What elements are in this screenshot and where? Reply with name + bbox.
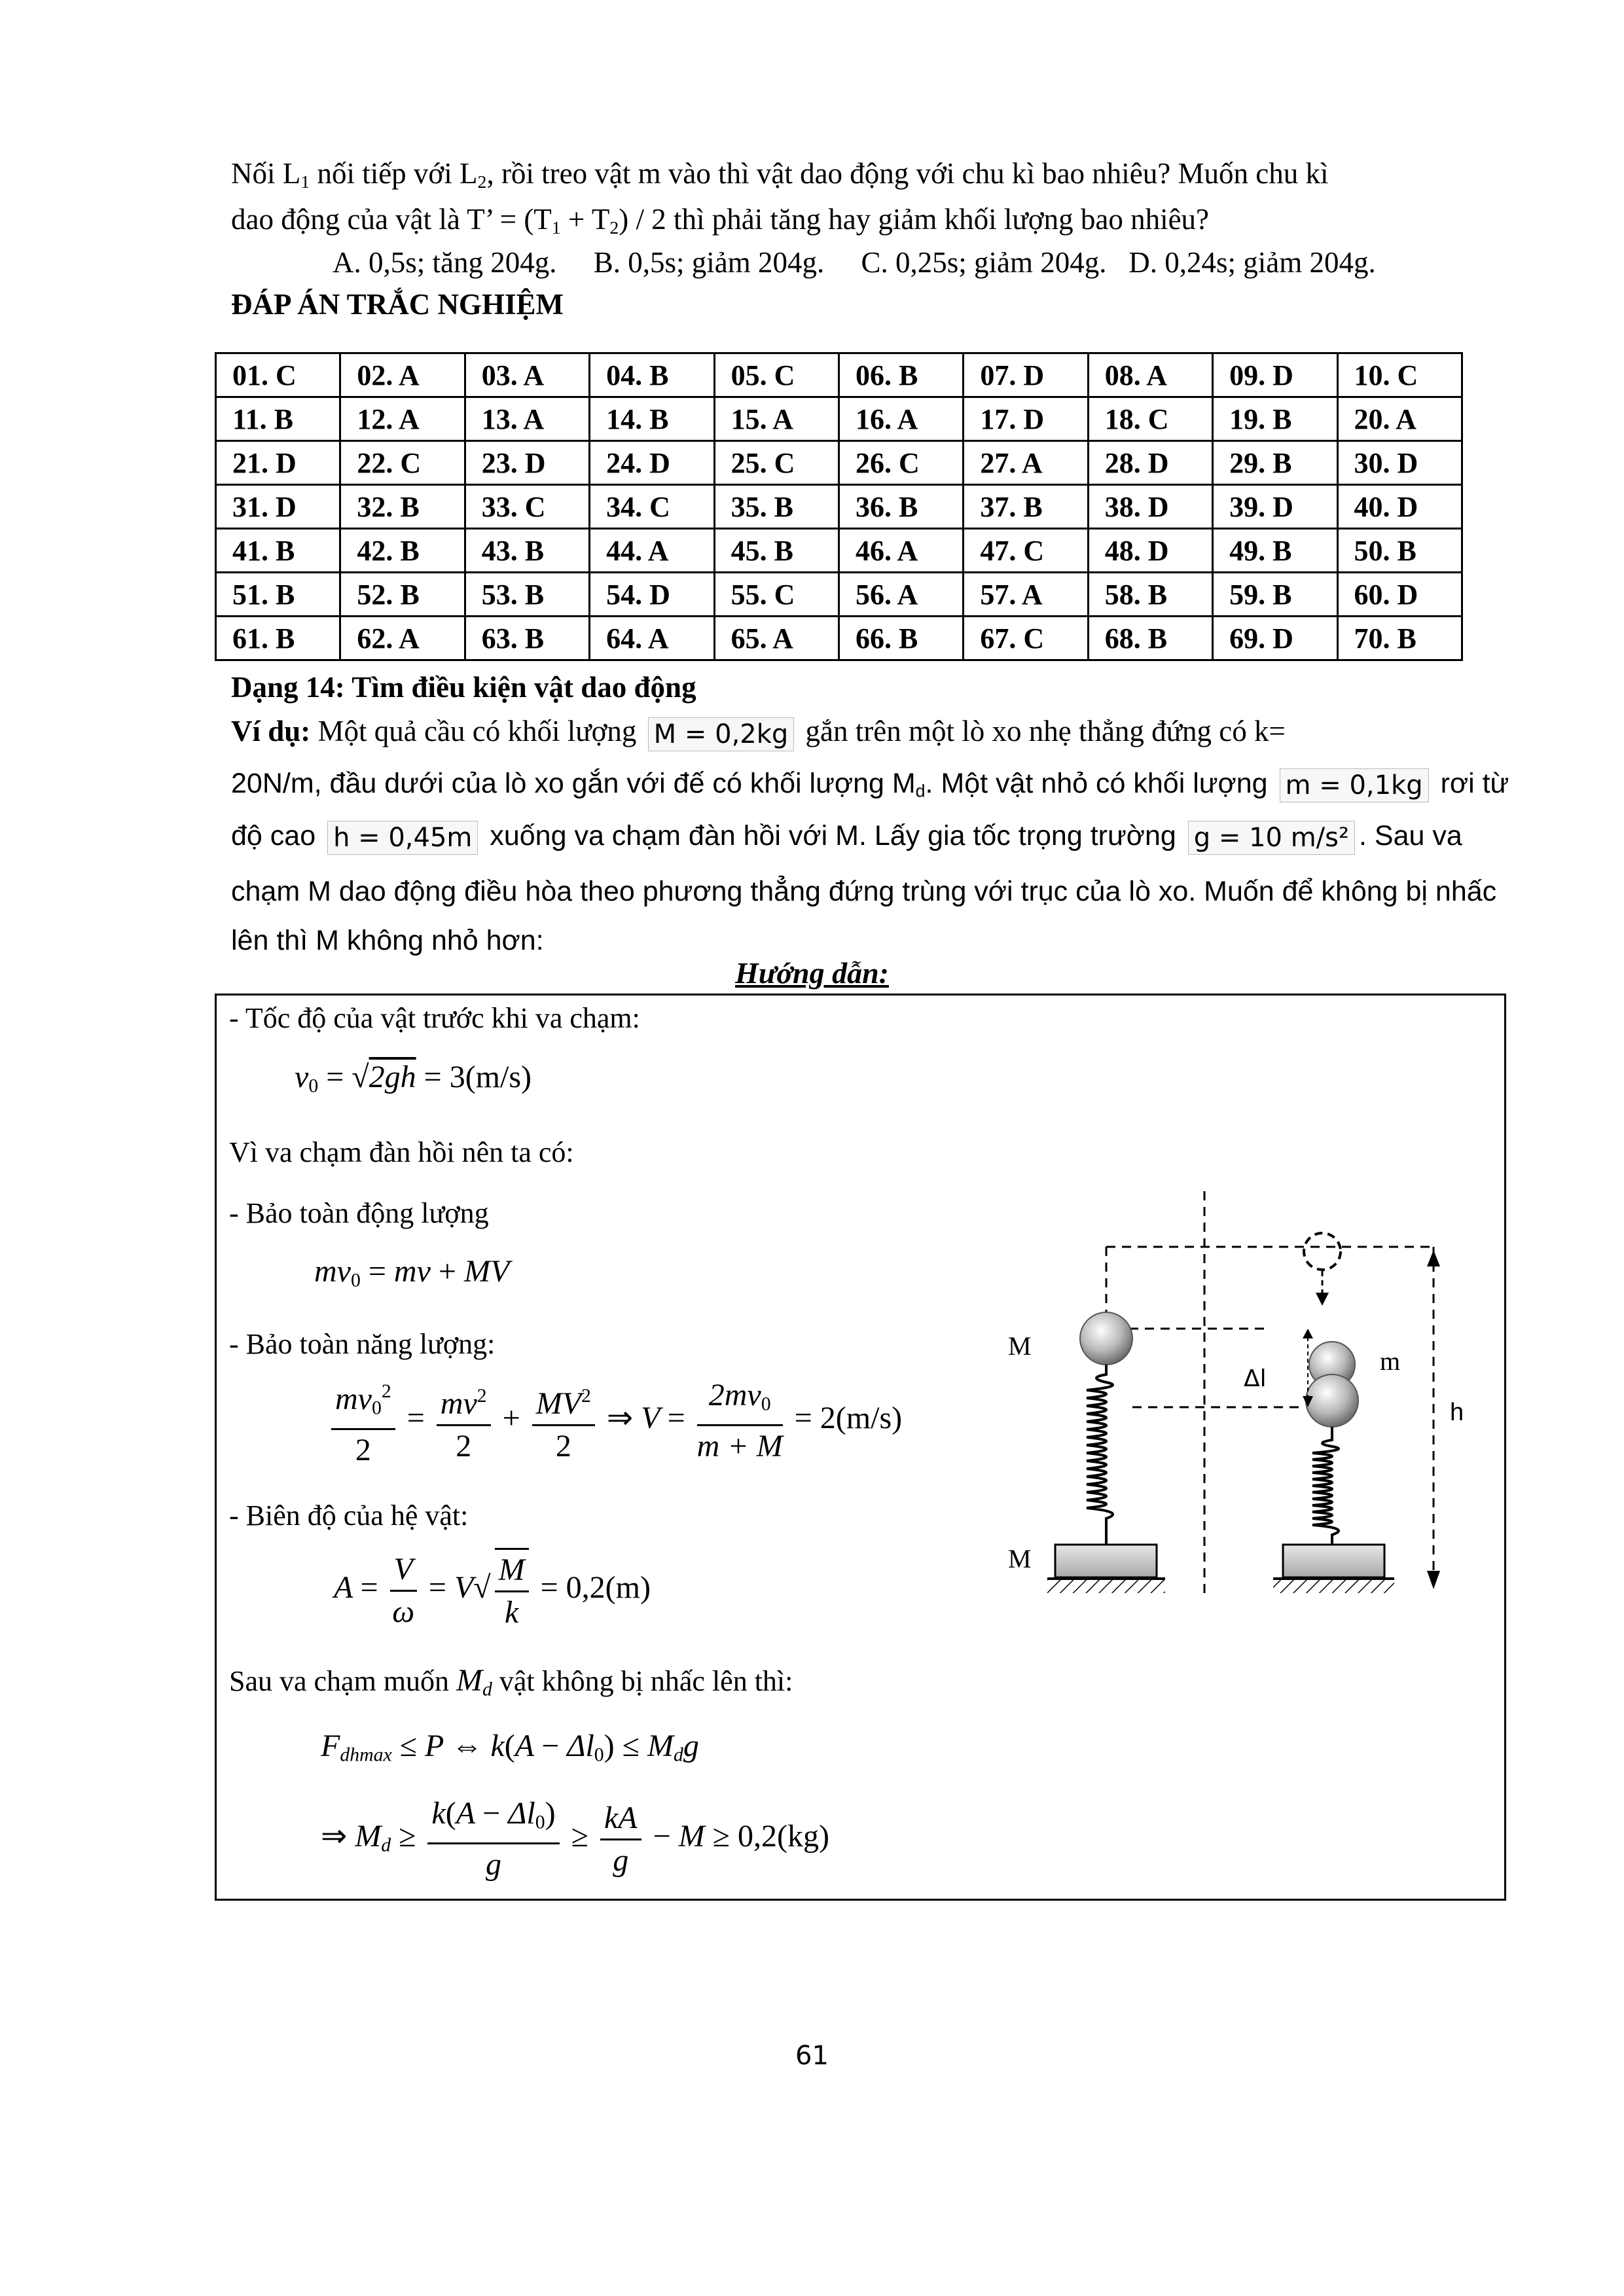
answer-row xyxy=(216,529,1462,573)
height-value: h = 0,45m xyxy=(327,821,478,855)
answer-cell: 70. B xyxy=(1337,617,1462,660)
spring-collision-figure xyxy=(995,1178,1492,1636)
answer-cell: 34. C xyxy=(590,485,714,529)
answer-cell: 28. D xyxy=(1088,441,1212,485)
answer-cell: 12. A xyxy=(340,397,465,441)
label-M-top: M xyxy=(1008,1331,1032,1361)
answer-cell: 62. A xyxy=(340,617,465,660)
eq-condition: $F_{dhmax} \le P$ ⇔ $k(A - \Delta l_0) \le M_dg$ xyxy=(321,1729,699,1766)
guide-line-energy: - Bảo toàn năng lượng: xyxy=(229,1328,496,1360)
answer-cell: 59. B xyxy=(1213,573,1337,617)
answer-cell: 15. A xyxy=(714,397,839,441)
guide-line-speed: - Tốc độ của vật trước khi va chạm: xyxy=(229,1002,640,1034)
answer-cell: 18. C xyxy=(1088,397,1212,441)
answer-cell: 04. B xyxy=(590,353,714,397)
answer-cell: 36. B xyxy=(839,485,963,529)
guide-title: Hướng dẫn: xyxy=(734,956,889,990)
answer-cell: 14. B xyxy=(590,397,714,441)
answer-cell: 33. C xyxy=(465,485,589,529)
answer-cell: 43. B xyxy=(465,529,589,573)
guide-line-condition: Sau va chạm muốn $M_d$ vật không bị nhấc lên thì: xyxy=(229,1663,793,1700)
guide-line-amplitude: - Biên độ của hệ vật: xyxy=(229,1499,469,1532)
example-line-2: 20N/m, đầu dưới của lò xo gắn với đế có khối lượng $M_d$. Một vật nhỏ có khối lượng m = 0,1kg rơi từ xyxy=(231,768,1509,801)
answer-cell: 44. A xyxy=(590,529,714,573)
label-delta-l: Δl xyxy=(1244,1365,1267,1392)
question-line-1: Nối $L_1$ nối tiếp với $L_2$, rồi treo vật m vào thì vật dao động với chu kì bao nhiêu? Muốn chu kì xyxy=(231,157,1329,192)
answer-cell: 65. A xyxy=(714,617,839,660)
answer-cell: 54. D xyxy=(590,573,714,617)
answer-cell: 53. B xyxy=(465,573,589,617)
answer-cell: 23. D xyxy=(465,441,589,485)
eq-momentum: $mv_0$ = mv + MV xyxy=(314,1254,510,1291)
answer-cell: 29. B xyxy=(1213,441,1337,485)
answer-cell: 52. B xyxy=(340,573,465,617)
question-line-2: dao động của vật là T’ = $(T_1 + T_2) / 2$ thì phải tăng hay giảm khối lượng bao nhiêu? xyxy=(231,203,1210,238)
answer-cell: 19. B xyxy=(1213,397,1337,441)
mass-M-value: M = 0,2kg xyxy=(648,717,795,751)
answer-cell: 63. B xyxy=(465,617,589,660)
answer-cell: 02. A xyxy=(340,353,465,397)
spring-right xyxy=(1312,1427,1339,1545)
guide-line-elastic: Vì va chạm đàn hồi nên ta có: xyxy=(229,1136,574,1168)
answer-cell: 47. C xyxy=(964,529,1088,573)
answer-cell: 01. C xyxy=(216,353,340,397)
answer-cell: 64. A xyxy=(590,617,714,660)
answer-cell: 68. B xyxy=(1088,617,1212,660)
answer-cell: 25. C xyxy=(714,441,839,485)
ball-M-right xyxy=(1306,1374,1358,1427)
guide-line-momentum: - Bảo toàn động lượng xyxy=(229,1197,489,1229)
answer-cell: 24. D xyxy=(590,441,714,485)
answer-heading: ĐÁP ÁN TRẮC NGHIỆM xyxy=(231,288,564,321)
answer-cell: 06. B xyxy=(839,353,963,397)
answer-table xyxy=(215,352,1463,661)
answer-cell: 49. B xyxy=(1213,529,1337,573)
answer-cell: 17. D xyxy=(964,397,1088,441)
answer-cell: 46. A xyxy=(839,529,963,573)
question-options: A. 0,5s; tăng 204g. B. 0,5s; giảm 204g. C. 0,25s; giảm 204g. D. 0,24s; giảm 204g. xyxy=(333,246,1376,279)
answer-cell: 22. C xyxy=(340,441,465,485)
answer-cell: 56. A xyxy=(839,573,963,617)
eq-amplitude: A = $\frac{V}{\omega}$ = V√ $\frac{M}{k}$ = 0,2(m) xyxy=(334,1548,651,1633)
answer-cell: 16. A xyxy=(839,397,963,441)
eq-result: ⇒ $M_d$ ≥ $\frac{k(A - \Delta l_0)}{g}$ ≥ $\frac{kA}{g}$ − M ≥ 0,2(kg) xyxy=(321,1793,829,1885)
answer-cell: 48. D xyxy=(1088,529,1212,573)
answer-row xyxy=(216,485,1462,529)
answer-cell: 37. B xyxy=(964,485,1088,529)
answer-cell: 31. D xyxy=(216,485,340,529)
spring-left xyxy=(1087,1365,1113,1545)
answer-row xyxy=(216,573,1462,617)
answer-cell: 50. B xyxy=(1337,529,1462,573)
eq-energy: $\frac{mv_0^2}{2}$ = $\frac{mv^2}{2}$ + $\frac{MV^2}{2}$ ⇒ V = $\frac{2mv_0}{m + M}$ = 2(m/s) xyxy=(327,1371,902,1471)
answer-cell: 40. D xyxy=(1337,485,1462,529)
falling-ball-dashed xyxy=(1304,1233,1341,1270)
answer-cell: 61. B xyxy=(216,617,340,660)
example-line-5: lên thì M không nhỏ hơn: xyxy=(231,925,544,956)
answer-cell: 45. B xyxy=(714,529,839,573)
section-title: Dạng 14: Tìm điều kiện vật dao động xyxy=(231,671,696,704)
answer-cell: 13. A xyxy=(465,397,589,441)
answer-cell: 66. B xyxy=(839,617,963,660)
label-m: m xyxy=(1380,1346,1401,1376)
answer-cell: 60. D xyxy=(1337,573,1462,617)
answer-cell: 20. A xyxy=(1337,397,1462,441)
answer-cell: 39. D xyxy=(1213,485,1337,529)
example-line-4: chạm M dao động điều hòa theo phương thẳng đứng trùng với trục của lò xo. Muốn để không bị nhấc xyxy=(231,876,1497,907)
answer-cell: 30. D xyxy=(1337,441,1462,485)
answer-row xyxy=(216,441,1462,485)
ball-M-left xyxy=(1080,1312,1132,1365)
gravity-value: g = 10 m/s² xyxy=(1188,821,1355,855)
answer-cell: 09. D xyxy=(1213,353,1337,397)
label-h: h xyxy=(1450,1399,1464,1426)
answer-cell: 42. B xyxy=(340,529,465,573)
example-line-1: Ví dụ: Một quả cầu có khối lượng M = 0,2kg gắn trên một lò xo nhẹ thẳng đứng có k= xyxy=(231,707,1502,755)
answer-cell: 08. A xyxy=(1088,353,1212,397)
answer-cell: 27. A xyxy=(964,441,1088,485)
answer-cell: 55. C xyxy=(714,573,839,617)
answer-cell: 58. B xyxy=(1088,573,1212,617)
example-line-3: độ cao h = 0,45m xuống va chạm đàn hồi với M. Lấy gia tốc trọng trường g = 10 m/s² . Sau va xyxy=(231,812,1502,860)
answer-cell: 32. B xyxy=(340,485,465,529)
answer-cell: 69. D xyxy=(1213,617,1337,660)
base-right xyxy=(1283,1545,1384,1577)
page-number: 61 xyxy=(795,2041,829,2071)
answer-cell: 35. B xyxy=(714,485,839,529)
answer-cell: 11. B xyxy=(216,397,340,441)
answer-cell: 26. C xyxy=(839,441,963,485)
answer-cell: 03. A xyxy=(465,353,589,397)
eq-v0: $v_0 = √2gh = 3(m/s)$ xyxy=(295,1060,532,1097)
base-left xyxy=(1055,1545,1157,1577)
answer-cell: 05. C xyxy=(714,353,839,397)
answer-cell: 51. B xyxy=(216,573,340,617)
answer-cell: 41. B xyxy=(216,529,340,573)
answer-row xyxy=(216,353,1462,397)
answer-row xyxy=(216,617,1462,660)
answer-row xyxy=(216,397,1462,441)
answer-cell: 57. A xyxy=(964,573,1088,617)
answer-cell: 07. D xyxy=(964,353,1088,397)
answer-cell: 21. D xyxy=(216,441,340,485)
mass-m-value: m = 0,1kg xyxy=(1280,768,1429,802)
answer-cell: 38. D xyxy=(1088,485,1212,529)
answer-cell: 67. C xyxy=(964,617,1088,660)
answer-cell: 10. C xyxy=(1337,353,1462,397)
label-M-bottom: M xyxy=(1008,1544,1032,1573)
